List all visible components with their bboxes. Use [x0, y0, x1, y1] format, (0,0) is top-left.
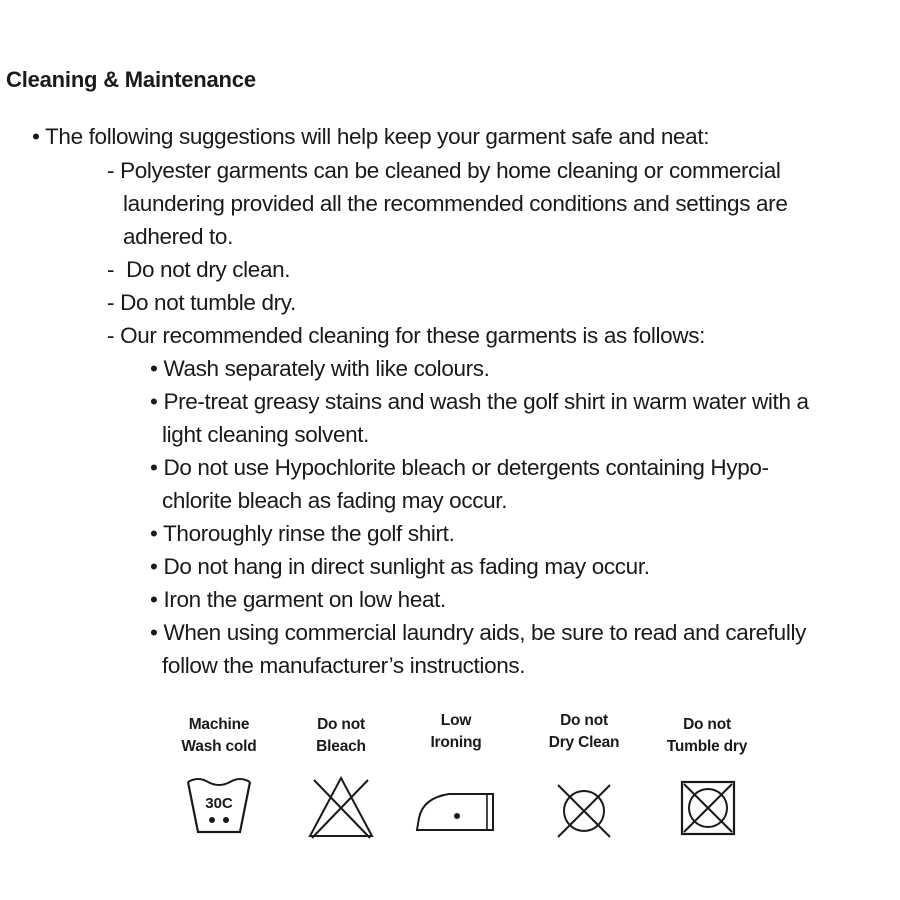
- sub-item-line: [107, 286, 296, 319]
- bullet-mark: •: [150, 455, 158, 480]
- care-symbol-dry-clean: [529, 710, 639, 754]
- bullet-mark: •: [150, 389, 158, 414]
- sub-item-continuation: laundering provided all the recommended conditions and settings are: [123, 191, 788, 216]
- bullet-mark: •: [150, 587, 158, 612]
- sub-item-text: Do not dry clean.: [126, 257, 291, 282]
- sub-item-continuation: adhered to.: [123, 224, 233, 249]
- bullet-mark: •: [150, 356, 158, 381]
- care-symbol-label: Bleach: [316, 738, 366, 755]
- sub-item-text: Our recommended cleaning for these garments is as follows:: [120, 323, 706, 348]
- recommended-text: When using commercial laundry aids, be sure to read and carefully: [163, 620, 807, 645]
- sub-item-line: [107, 253, 290, 286]
- recommended-continuation: follow the manufacturer’s instructions.: [162, 653, 526, 678]
- sub-item-line: [107, 154, 781, 187]
- recommended-item: [150, 517, 454, 550]
- care-symbol-label: Tumble dry: [666, 738, 748, 755]
- care-symbol-tumble-dry: [652, 714, 762, 758]
- sub-item-text: Polyester garments can be cleaned by home cleaning or commercial: [120, 158, 781, 183]
- wash-temperature-label: 30C: [205, 795, 233, 812]
- section-title: Cleaning & Maintenance: [6, 67, 256, 92]
- care-symbol-label: Machine: [188, 716, 250, 733]
- recommended-text: Do not use Hypochlorite bleach or detergents containing Hypo-: [163, 455, 769, 480]
- recommended-continuation: chlorite bleach as fading may occur.: [162, 488, 508, 513]
- sub-item-text: Do not tumble dry.: [120, 290, 296, 315]
- recommended-item: [150, 616, 806, 649]
- care-symbol-label: Do not: [317, 716, 365, 733]
- care-symbol-label: Dry Clean: [548, 734, 620, 751]
- recommended-text: Iron the garment on low heat.: [163, 587, 446, 612]
- care-symbol-label: Low: [440, 712, 472, 729]
- recommended-item: [150, 385, 809, 418]
- crossed-tumble-dryer-icon: [652, 774, 762, 844]
- bullet-mark: •: [32, 124, 40, 149]
- dash-mark: -: [107, 257, 115, 282]
- recommended-text: Thoroughly rinse the golf shirt.: [163, 521, 455, 546]
- recommended-item: [150, 352, 490, 385]
- recommended-item: [150, 550, 650, 583]
- recommended-item: [150, 451, 769, 484]
- care-symbol-label: Do not: [683, 716, 731, 733]
- intro-line: [32, 120, 709, 153]
- care-symbol-wash: [164, 714, 274, 812]
- care-symbol-iron: [401, 710, 511, 754]
- iron-one-dot-icon: [401, 774, 511, 844]
- care-symbol-label: Wash cold: [181, 738, 257, 755]
- care-symbol-bleach: [286, 714, 396, 758]
- care-symbols-row: [0, 700, 900, 860]
- bullet-mark: •: [150, 521, 158, 546]
- dash-mark: -: [107, 158, 115, 183]
- recommended-item: [150, 583, 446, 616]
- dash-mark: -: [107, 323, 115, 348]
- dash-mark: -: [107, 290, 115, 315]
- care-symbol-label: Do not: [560, 712, 608, 729]
- crossed-circle-icon: [529, 774, 639, 844]
- intro-text: The following suggestions will help keep your garment safe and neat:: [45, 124, 710, 149]
- recommended-text: Wash separately with like colours.: [163, 356, 490, 381]
- crossed-triangle-icon: [286, 774, 396, 844]
- recommended-text: Pre-treat greasy stains and wash the golf shirt in warm water with a: [163, 389, 809, 414]
- wash-tub-30c-icon: [164, 774, 274, 844]
- bullet-mark: •: [150, 554, 158, 579]
- recommended-text: Do not hang in direct sunlight as fading may occur.: [163, 554, 650, 579]
- care-symbol-label: Ironing: [430, 734, 482, 751]
- sub-item-line: [107, 319, 705, 352]
- bullet-mark: •: [150, 620, 158, 645]
- recommended-continuation: light cleaning solvent.: [162, 422, 370, 447]
